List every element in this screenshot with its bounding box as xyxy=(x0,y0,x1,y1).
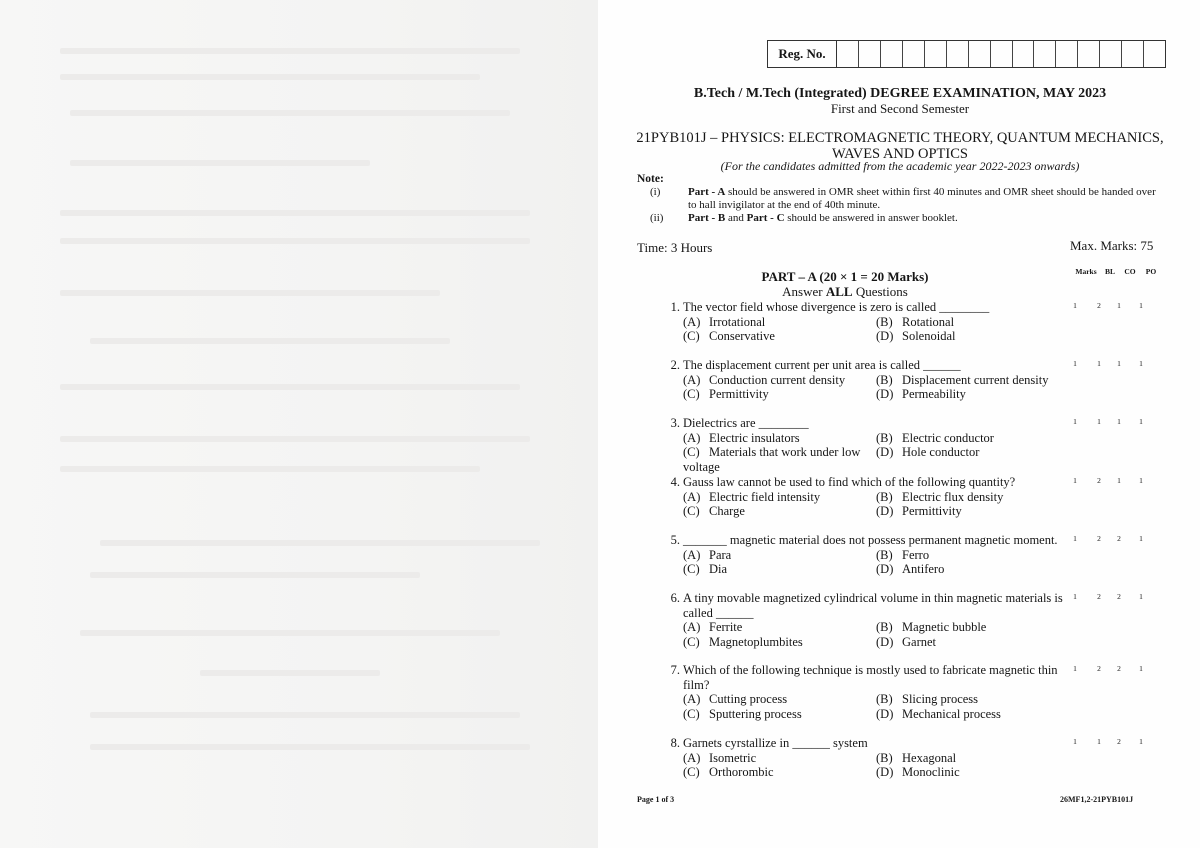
mark-value: 1 xyxy=(1117,476,1121,485)
option-text: Electric insulators xyxy=(709,430,800,445)
option-a xyxy=(683,431,800,446)
mark-value: 1 xyxy=(1139,592,1143,601)
option-c xyxy=(683,707,802,722)
mark-value: 1 xyxy=(1117,301,1121,310)
option-d xyxy=(876,445,979,460)
option-text: Monoclinic xyxy=(902,765,960,779)
option-text: Dia xyxy=(709,562,728,576)
option-b xyxy=(876,431,994,446)
question-text: Gauss law cannot be used to find which of the following quantity? xyxy=(683,475,1016,489)
option-d xyxy=(876,504,962,519)
reg-digit-cell xyxy=(1013,41,1035,67)
note-item xyxy=(650,212,1162,225)
max-marks: Max. Marks: 75 xyxy=(1070,238,1154,253)
mark-value: 1 xyxy=(1139,417,1143,426)
question-number: 1. xyxy=(670,300,680,314)
option-text: Rotational xyxy=(902,314,955,329)
option-d xyxy=(876,635,936,650)
option-label: (A) xyxy=(683,620,701,634)
mark-value: 1 xyxy=(1139,664,1143,673)
mark-value: 2 xyxy=(1117,534,1121,543)
option-c xyxy=(683,635,803,650)
option-text: Conservative xyxy=(709,329,775,343)
option-text: Conduction current density xyxy=(709,372,846,387)
mark-value: 1 xyxy=(1139,359,1143,368)
option-text: Charge xyxy=(709,504,745,518)
question-number: 2. xyxy=(670,358,680,372)
question-number: 4. xyxy=(670,475,680,489)
option-text: Electric field intensity xyxy=(709,489,821,504)
mark-value: 1 xyxy=(1073,359,1077,368)
option-c xyxy=(683,562,727,577)
option-label: (B) xyxy=(876,750,893,765)
course-title: 21PYB101J – PHYSICS: ELECTROMAGNETIC THEORY, QUANTUM MECHANICS, WAVES AND OPTICS xyxy=(636,130,1164,162)
mark-value: 1 xyxy=(1073,664,1077,673)
mark-value: 2 xyxy=(1097,476,1101,485)
faded-line xyxy=(200,670,380,676)
note-bold: Part - C xyxy=(746,212,785,224)
mark-value: 1 xyxy=(1073,476,1077,485)
option-text: Para xyxy=(709,547,732,562)
question-number: 5. xyxy=(670,533,680,547)
option-d xyxy=(876,387,966,402)
mark-value: 1 xyxy=(1117,417,1121,426)
option-label: (D) xyxy=(876,445,894,459)
option-label: (C) xyxy=(683,562,700,576)
option-label: (B) xyxy=(876,430,893,445)
question-text: A tiny movable magnetized cylindrical volume in thin magnetic materials is called ______ xyxy=(683,591,1063,620)
faded-line xyxy=(90,712,520,718)
mark-value: 2 xyxy=(1097,592,1101,601)
option-text: Electric conductor xyxy=(902,430,994,445)
option-label: (D) xyxy=(876,634,894,649)
option-b xyxy=(876,751,956,766)
mark-value: 1 xyxy=(1117,359,1121,368)
faded-line xyxy=(60,466,480,472)
note-text xyxy=(688,186,1162,212)
option-text: Garnet xyxy=(902,634,937,649)
mark-value: 1 xyxy=(1139,301,1143,310)
option-text: Magnetoplumbites xyxy=(709,634,803,649)
option-a xyxy=(683,373,845,388)
option-text: Hexagonal xyxy=(902,750,957,765)
option-a xyxy=(683,490,820,505)
option-c xyxy=(683,387,769,402)
column-header-bl: BL xyxy=(1104,267,1115,276)
mark-value: 1 xyxy=(1139,737,1143,746)
option-a xyxy=(683,751,756,766)
option-label: (A) xyxy=(683,692,701,706)
option-text: Cutting process xyxy=(709,692,788,706)
option-text: Ferro xyxy=(902,547,930,562)
option-text: Permittivity xyxy=(902,504,962,518)
option-text: Ferrite xyxy=(709,620,743,634)
option-label: (C) xyxy=(683,504,700,518)
answer-bold: ALL xyxy=(825,284,853,299)
option-b xyxy=(876,692,978,707)
question-text: Garnets cyrstallize in ______ system xyxy=(683,736,868,750)
question-text: _______ magnetic material does not possess permanent magnetic moment. xyxy=(683,533,1058,547)
reg-digit-cell xyxy=(1078,41,1100,67)
option-text: Antifero xyxy=(902,562,945,576)
option-c xyxy=(683,765,774,780)
option-text: Slicing process xyxy=(902,692,979,706)
faded-line xyxy=(70,110,510,116)
option-a xyxy=(683,692,787,707)
option-a xyxy=(683,548,731,563)
option-label: (C) xyxy=(683,445,700,459)
note-item xyxy=(650,186,1162,212)
admission-note: (For the candidates admitted from the academic year 2022-2023 onwards) xyxy=(720,159,1080,173)
reg-digit-cell xyxy=(1056,41,1078,67)
reg-digit-cell xyxy=(1100,41,1122,67)
option-b xyxy=(876,315,954,330)
option-text: Permeability xyxy=(902,387,966,401)
question-text: The vector field whose divergence is zero is called ________ xyxy=(683,300,990,314)
option-d xyxy=(876,707,1001,722)
faded-line xyxy=(60,210,530,216)
note-bold: Part - A xyxy=(688,186,726,198)
option-label: (D) xyxy=(876,329,894,343)
option-label: (C) xyxy=(683,329,700,343)
mark-value: 2 xyxy=(1117,592,1121,601)
reg-digit-cell xyxy=(925,41,947,67)
option-b xyxy=(876,548,929,563)
note-number: (ii) xyxy=(650,212,664,224)
option-text: Irrotational xyxy=(709,314,766,329)
mark-value: 2 xyxy=(1097,301,1101,310)
option-text: Orthorombic xyxy=(709,765,774,779)
option-a xyxy=(683,620,742,635)
option-b xyxy=(876,373,1048,388)
option-d xyxy=(876,329,955,344)
question-text: Which of the following technique is mostly used to fabricate magnetic thin film? xyxy=(683,663,1058,692)
reg-digit-cell xyxy=(947,41,969,67)
note-body: should be answered in answer booklet. xyxy=(784,212,958,224)
note-number: (i) xyxy=(650,186,661,198)
note-heading: Note: xyxy=(637,173,664,185)
mark-value: 1 xyxy=(1097,417,1101,426)
option-label: (A) xyxy=(683,750,701,765)
mark-value: 1 xyxy=(1073,301,1077,310)
mark-value: 1 xyxy=(1139,534,1143,543)
option-label: (A) xyxy=(683,489,701,504)
option-label: (B) xyxy=(876,314,893,329)
question-number: 8. xyxy=(670,736,680,750)
faded-line xyxy=(60,238,530,244)
column-header-co: CO xyxy=(1124,267,1136,276)
question-number: 7. xyxy=(670,663,680,677)
option-label: (C) xyxy=(683,765,700,779)
option-label: (B) xyxy=(876,489,893,504)
option-label: (D) xyxy=(876,504,894,518)
reg-digit-cell xyxy=(1144,41,1165,67)
mark-value: 2 xyxy=(1097,664,1101,673)
mark-value: 1 xyxy=(1073,417,1077,426)
column-header-marks: Marks xyxy=(1075,267,1097,276)
option-label: (D) xyxy=(876,562,894,576)
answer-prefix: Answer xyxy=(782,284,826,299)
faded-line xyxy=(100,540,540,546)
previous-page-bleed xyxy=(0,0,598,848)
option-d xyxy=(876,765,960,780)
option-b xyxy=(876,490,1003,505)
option-label: (B) xyxy=(876,372,893,387)
option-label: (A) xyxy=(683,372,701,387)
option-label: (A) xyxy=(683,430,701,445)
reg-digit-cell xyxy=(903,41,925,67)
mark-value: 2 xyxy=(1117,737,1121,746)
question-number: 6. xyxy=(670,591,680,605)
faded-line xyxy=(90,338,450,344)
faded-line xyxy=(90,744,530,750)
option-text: Isometric xyxy=(709,750,757,765)
question-text: Dielectrics are ________ xyxy=(683,416,809,430)
reg-digit-cell xyxy=(837,41,859,67)
reg-digit-cell xyxy=(859,41,881,67)
part-a-heading: PART – A (20 × 1 = 20 Marks) xyxy=(761,269,929,284)
option-label: (D) xyxy=(876,706,894,721)
option-b xyxy=(876,620,986,635)
reg-digit-cell xyxy=(1034,41,1056,67)
option-label: (C) xyxy=(683,634,700,649)
note-text xyxy=(688,212,958,225)
reg-digit-cell xyxy=(881,41,903,67)
option-text: Permittivity xyxy=(709,387,769,401)
option-text: Hole conductor xyxy=(902,445,980,459)
reg-no-label: Reg. No. xyxy=(768,41,837,67)
answer-suffix: Questions xyxy=(852,284,908,299)
reg-digit-cell xyxy=(969,41,991,67)
option-label: (A) xyxy=(683,547,701,562)
question-text: The displacement current per unit area is called ______ xyxy=(683,358,961,372)
time-allowed: Time: 3 Hours xyxy=(637,240,713,255)
option-d xyxy=(876,562,944,577)
option-a xyxy=(683,315,765,330)
option-label: (B) xyxy=(876,620,893,634)
answer-instruction xyxy=(640,284,1050,300)
faded-line xyxy=(60,290,440,296)
mark-value: 2 xyxy=(1117,664,1121,673)
exam-title: B.Tech / M.Tech (Integrated) DEGREE EXAMINATION, MAY 2023 xyxy=(693,86,1107,101)
faded-line xyxy=(80,630,500,636)
option-text: Sputtering process xyxy=(709,706,802,721)
option-label: (B) xyxy=(876,547,893,562)
reg-digit-cell xyxy=(1122,41,1144,67)
mark-value: 1 xyxy=(1073,592,1077,601)
option-c xyxy=(683,445,875,474)
semester-line: First and Second Semester xyxy=(830,101,970,116)
faded-line xyxy=(60,436,530,442)
mark-value: 1 xyxy=(1073,534,1077,543)
option-label: (C) xyxy=(683,706,700,721)
option-c xyxy=(683,329,775,344)
reg-digit-cell xyxy=(991,41,1013,67)
mark-value: 1 xyxy=(1139,476,1143,485)
option-c xyxy=(683,504,745,519)
option-text: Solenoidal xyxy=(902,329,956,343)
mark-value: 2 xyxy=(1097,534,1101,543)
faded-line xyxy=(60,48,520,54)
option-text: Electric flux density xyxy=(902,489,1004,504)
page-number: Page 1 of 3 xyxy=(637,795,675,804)
faded-line xyxy=(60,384,520,390)
option-label: (A) xyxy=(683,314,701,329)
mark-value: 1 xyxy=(1097,359,1101,368)
option-label: (D) xyxy=(876,765,894,779)
mark-value: 1 xyxy=(1097,737,1101,746)
option-text: Magnetic bubble xyxy=(902,620,987,634)
option-text: Materials that work under low voltage xyxy=(683,445,861,474)
note-bold: Part - B xyxy=(688,212,726,224)
column-header-po: PO xyxy=(1145,267,1157,276)
paper-code: 26MF1,2-21PYB101J xyxy=(1060,795,1134,804)
option-label: (B) xyxy=(876,692,893,706)
option-label: (D) xyxy=(876,387,894,401)
option-text: Displacement current density xyxy=(902,372,1049,387)
registration-number-box xyxy=(767,40,1166,68)
faded-line xyxy=(60,74,480,80)
option-label: (C) xyxy=(683,387,700,401)
faded-line xyxy=(70,160,370,166)
faded-line xyxy=(90,572,420,578)
mark-value: 1 xyxy=(1073,737,1077,746)
question-number: 3. xyxy=(670,416,680,430)
option-text: Mechanical process xyxy=(902,706,1001,721)
note-mid: and xyxy=(725,212,747,224)
note-body: should be answered in OMR sheet within first 40 minutes and OMR sheet should be handed over to hall invigilator at the end of 40th minute. xyxy=(688,186,1156,211)
